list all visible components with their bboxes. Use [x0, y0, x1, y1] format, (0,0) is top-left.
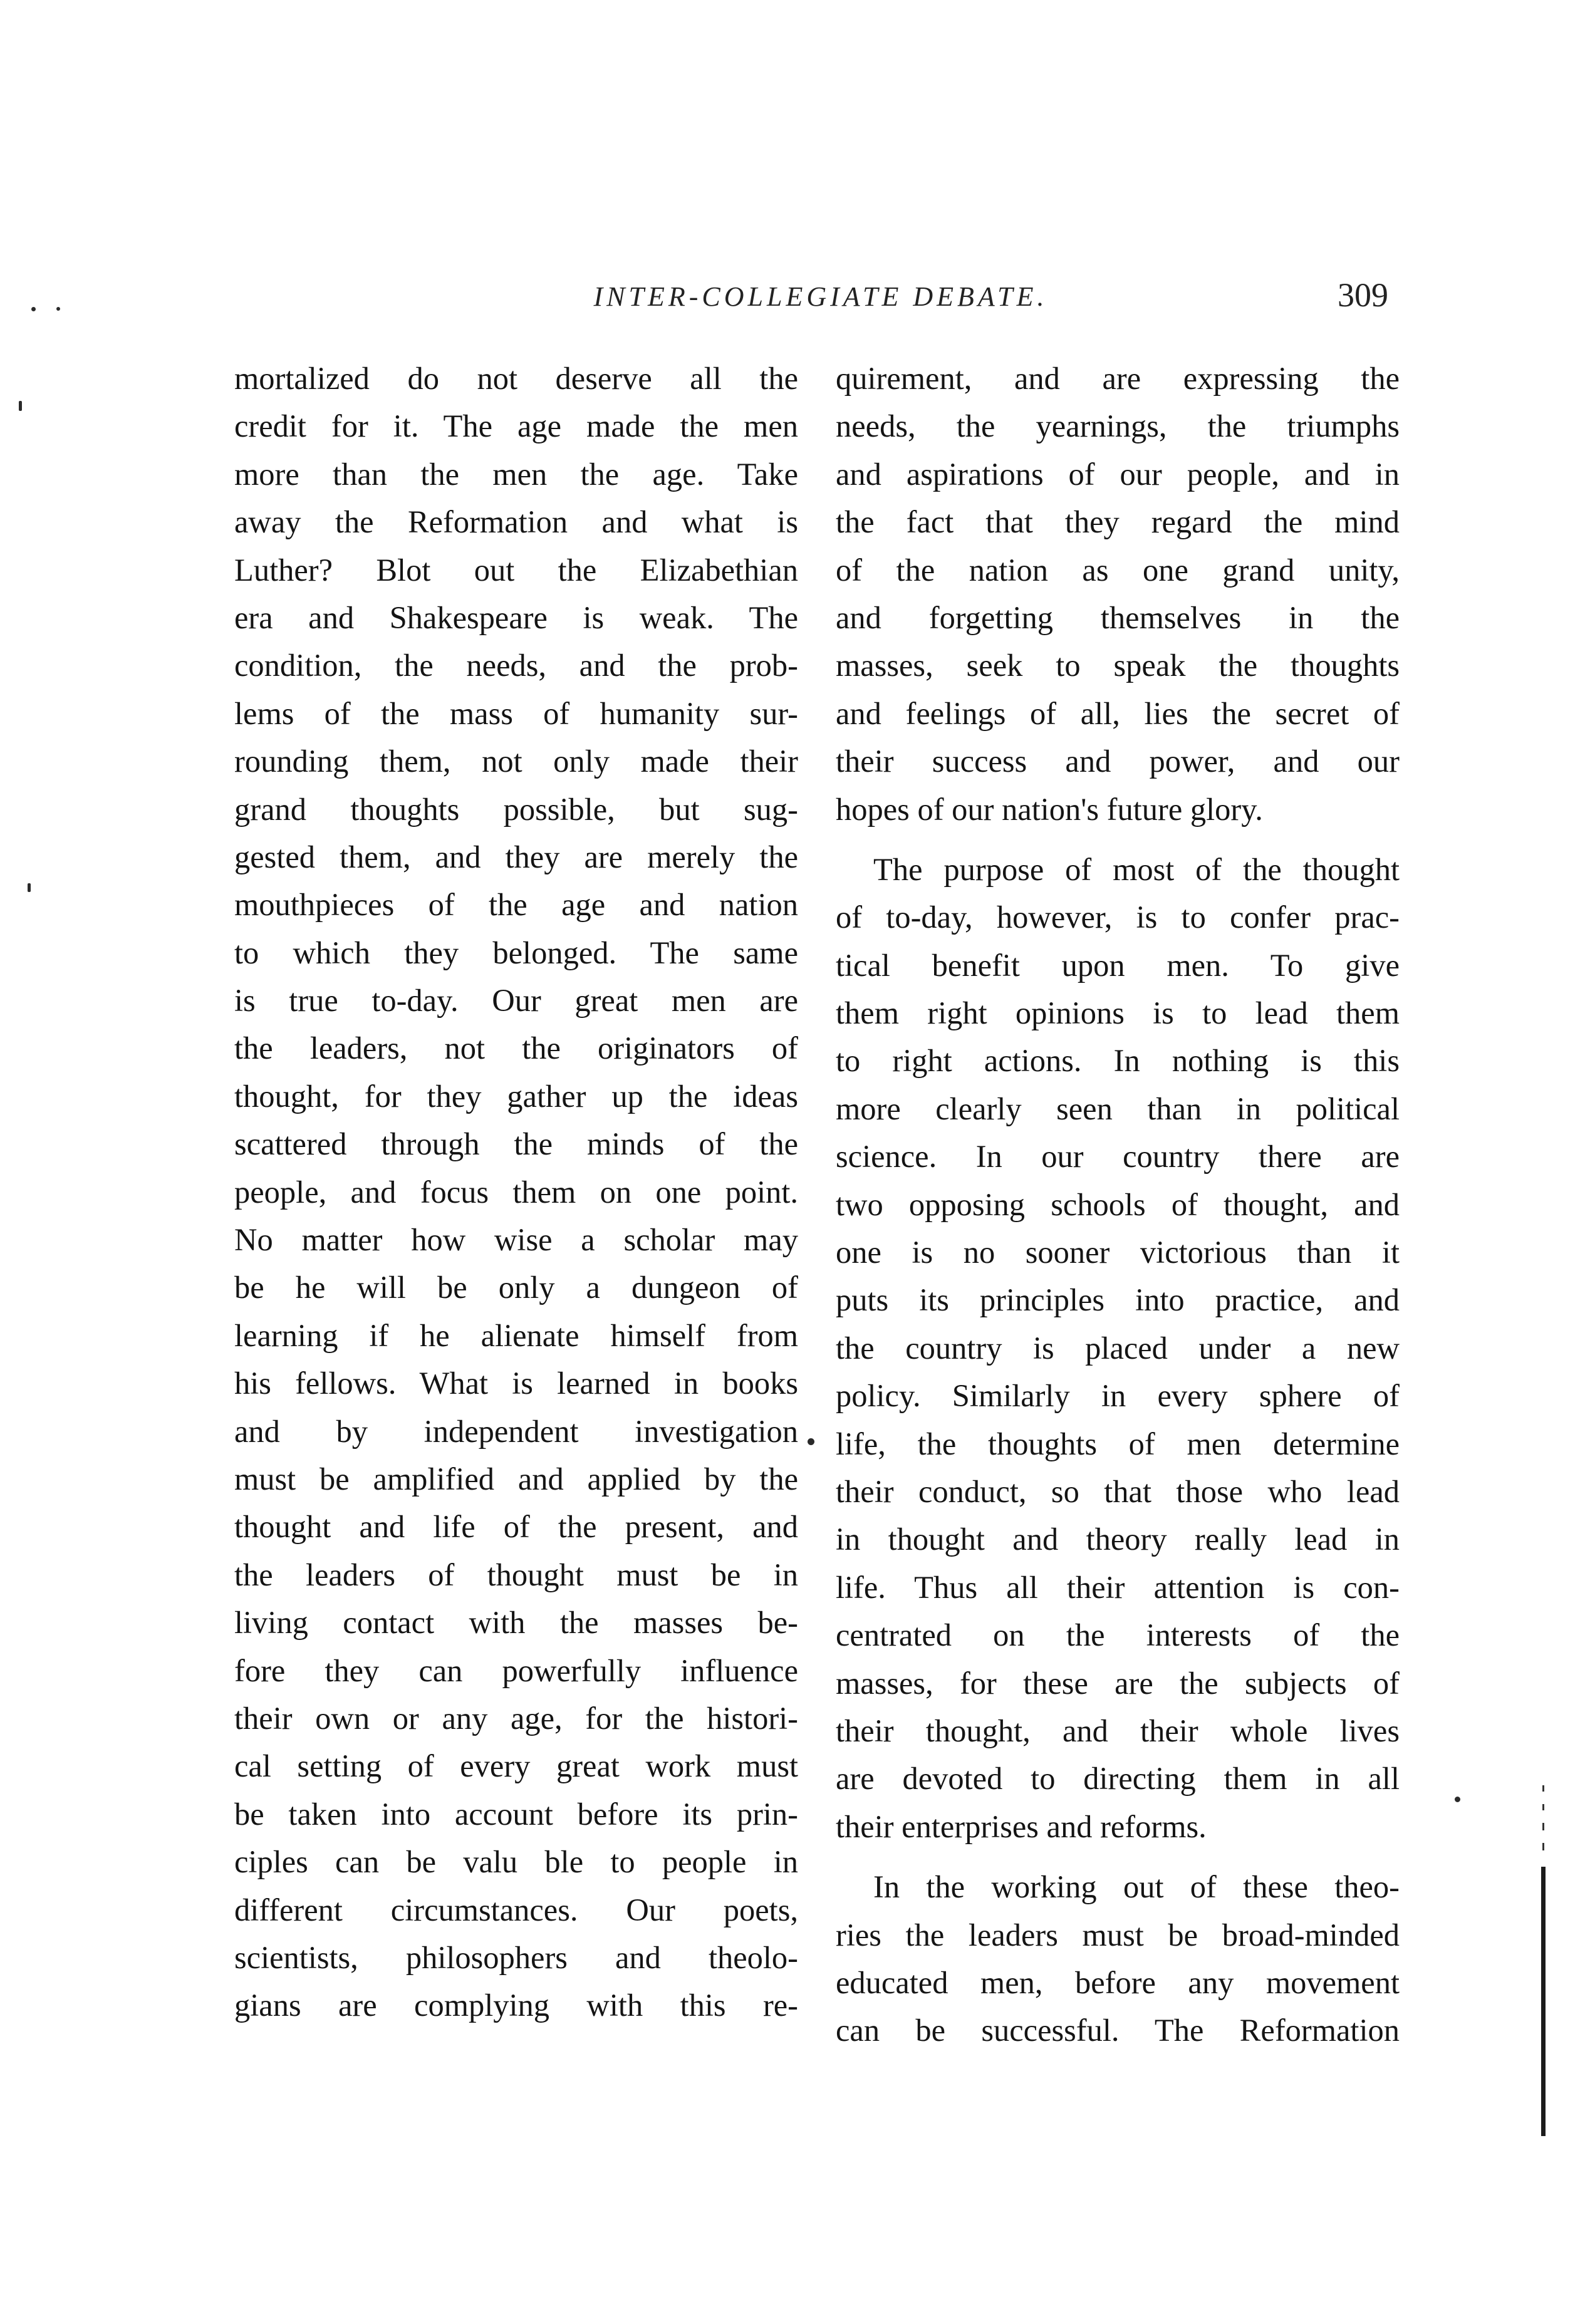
- text-line: ries the leaders must be broad-minded: [836, 1917, 1400, 1953]
- text-line: more clearly seen than in political: [836, 1091, 1400, 1126]
- text-line: gians are complying with this re-: [234, 1988, 798, 2023]
- text-line: his fellows. What is learned in books: [234, 1366, 798, 1401]
- scan-speck: [1455, 1797, 1460, 1802]
- text-line: the leaders, not the originators of: [234, 1030, 798, 1066]
- text-line: puts its principles into practice, and: [836, 1282, 1400, 1318]
- paragraph-gap: [836, 1850, 1400, 1863]
- text-line: and aspirations of our people, and in: [836, 456, 1400, 492]
- text-line: masses, seek to speak the thoughts: [836, 648, 1400, 683]
- text-line: hopes of our nation's future glory.: [836, 791, 1263, 827]
- text-line: ciples can be valu ble to people in: [234, 1844, 798, 1880]
- text-line: lems of the mass of humanity sur-: [234, 695, 798, 731]
- text-line: life, the thoughts of men determine: [836, 1426, 1400, 1461]
- text-line: living contact with the masses be-: [234, 1605, 798, 1641]
- text-line: needs, the yearnings, the triumphs: [836, 408, 1400, 444]
- text-line: condition, the needs, and the prob-: [234, 648, 798, 683]
- text-line: gested them, and they are merely the: [234, 839, 798, 874]
- text-line: their own or any age, for the histori-: [234, 1700, 798, 1736]
- text-line: policy. Similarly in every sphere of: [836, 1378, 1400, 1414]
- text-line: the leaders of thought must be in: [234, 1557, 798, 1592]
- text-line: tical benefit upon men. To give: [836, 947, 1400, 983]
- text-line: thought, for they gather up the ideas: [234, 1078, 798, 1114]
- text-line: science. In our country there are: [836, 1139, 1400, 1175]
- scan-tick: [1542, 1804, 1544, 1810]
- text-line: thought and life of the present, and: [234, 1509, 798, 1545]
- text-line: their enterprises and reforms.: [836, 1808, 1207, 1844]
- text-line: credit for it. The age made the men: [234, 408, 798, 444]
- scan-speck: [19, 401, 22, 411]
- text-line: be he will be only a dungeon of: [234, 1270, 798, 1305]
- text-line: different circumstances. Our poets,: [234, 1892, 798, 1927]
- paragraph: [836, 355, 1400, 833]
- text-line: and feelings of all, lies the secret of: [836, 695, 1400, 731]
- text-line: era and Shakespeare is weak. The: [234, 599, 798, 635]
- text-line: their thought, and their whole lives: [836, 1713, 1400, 1748]
- text-line: their success and power, and our: [836, 744, 1400, 779]
- scan-edge-bar: [1541, 1867, 1546, 2136]
- scan-speck: [31, 307, 36, 311]
- text-line: and by independent investigation: [234, 1413, 798, 1449]
- text-line: fore they can powerfully influence: [234, 1652, 798, 1688]
- text-line: centrated on the interests of the: [836, 1617, 1400, 1653]
- running-head: INTER-COLLEGIATE DEBATE.: [593, 281, 1048, 312]
- scan-tick: [1542, 1823, 1544, 1830]
- text-line: life. Thus all their attention is con-: [836, 1569, 1400, 1605]
- text-line: are devoted to directing them in all: [836, 1761, 1400, 1797]
- text-line: and forgetting themselves in the: [836, 599, 1400, 635]
- text-line: No matter how wise a scholar may: [234, 1222, 798, 1258]
- text-line: The purpose of most of the thought: [873, 851, 1400, 887]
- scan-speck: [28, 883, 31, 892]
- text-line: Luther? Blot out the Elizabethian: [234, 552, 798, 588]
- text-line: mouthpieces of the age and nation: [234, 887, 798, 923]
- paragraph-gap: [836, 833, 1400, 846]
- text-line: grand thoughts possible, but sug-: [234, 791, 798, 827]
- text-line: scientists, philosophers and theolo-: [234, 1939, 798, 1975]
- text-line: can be successful. The Reformation: [836, 2013, 1400, 2048]
- text-line: to right actions. In nothing is this: [836, 1043, 1400, 1079]
- scan-tick: [1542, 1843, 1544, 1850]
- text-line: the country is placed under a new: [836, 1330, 1400, 1366]
- text-line: rounding them, not only made their: [234, 744, 798, 779]
- right-column: [836, 355, 1400, 2055]
- text-line: scattered through the minds of the: [234, 1126, 798, 1162]
- text-line: away the Reformation and what is: [234, 504, 798, 540]
- text-line: of to-day, however, is to confer prac-: [836, 900, 1400, 935]
- text-line: is true to-day. Our great men are: [234, 983, 798, 1019]
- text-line: of the nation as one grand unity,: [836, 552, 1400, 588]
- left-column: [234, 355, 798, 2030]
- text-line: to which they belonged. The same: [234, 935, 798, 970]
- text-line: their conduct, so that those who lead: [836, 1473, 1400, 1509]
- paragraph: [836, 846, 1400, 1850]
- text-line: quirement, and are expressing the: [836, 361, 1400, 396]
- text-line: be taken into account before its prin-: [234, 1796, 798, 1832]
- paragraph: [836, 1863, 1400, 2055]
- text-line: must be amplified and applied by the: [234, 1461, 798, 1497]
- text-line: in thought and theory really lead in: [836, 1522, 1400, 1557]
- text-line: one is no sooner victorious than it: [836, 1235, 1400, 1270]
- text-line: more than the men the age. Take: [234, 456, 798, 492]
- text-line: them right opinions is to lead them: [836, 995, 1400, 1031]
- text-line: mortalized do not deserve all the: [234, 361, 798, 396]
- text-line: two opposing schools of thought, and: [836, 1186, 1400, 1222]
- scan-tick: [1542, 1785, 1544, 1792]
- text-line: the fact that they regard the mind: [836, 504, 1400, 540]
- text-line: people, and focus them on one point.: [234, 1174, 798, 1210]
- text-line: cal setting of every great work must: [234, 1748, 798, 1784]
- text-line: educated men, before any movement: [836, 1964, 1400, 2000]
- scan-speck: [56, 307, 60, 311]
- text-line: masses, for these are the subjects of: [836, 1665, 1400, 1701]
- scan-speck: [808, 1438, 814, 1445]
- page-number: 309: [1338, 276, 1388, 314]
- text-line: In the working out of these theo-: [873, 1869, 1400, 1905]
- text-line: learning if he alienate himself from: [234, 1317, 798, 1353]
